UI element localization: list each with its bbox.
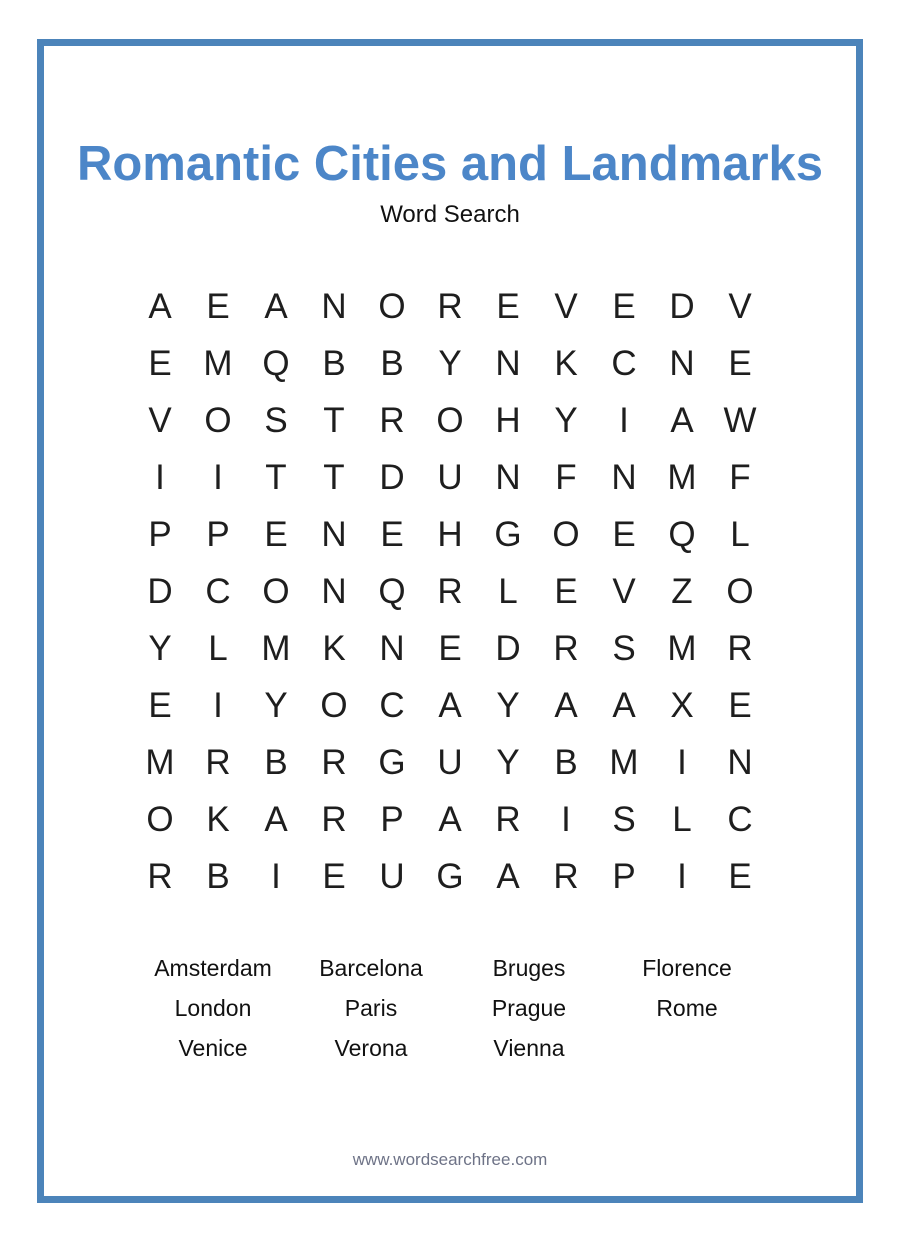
word-list xyxy=(134,948,766,1068)
grid-letter: Y xyxy=(554,401,578,440)
grid-letter: C xyxy=(379,686,405,725)
grid-letter: P xyxy=(206,515,230,554)
grid-letter: T xyxy=(265,458,287,497)
grid-letter: Y xyxy=(264,686,288,725)
grid-letter: O xyxy=(320,686,348,725)
letter-grid xyxy=(131,278,769,905)
grid-letter: M xyxy=(609,743,639,782)
grid-letter: R xyxy=(437,287,463,326)
page-title: Romantic Cities and Landmarks xyxy=(76,137,824,191)
grid-letter: K xyxy=(322,629,346,668)
grid-letter: A xyxy=(612,686,636,725)
grid-letter: A xyxy=(438,686,462,725)
grid-letter: O xyxy=(436,401,464,440)
grid-letter: V xyxy=(612,572,636,611)
grid-letter: I xyxy=(213,686,223,725)
grid-letter: Y xyxy=(438,344,462,383)
grid-letter: Y xyxy=(148,629,172,668)
word-list-item: Verona xyxy=(334,1034,408,1061)
grid-letter: N xyxy=(495,458,521,497)
grid-letter: A xyxy=(554,686,578,725)
grid-letter: E xyxy=(728,686,752,725)
grid-letter: D xyxy=(669,287,695,326)
grid-letter: W xyxy=(723,401,757,440)
grid-letter: U xyxy=(437,743,463,782)
grid-letter: R xyxy=(321,800,347,839)
grid-letter: K xyxy=(206,800,230,839)
grid-letter: P xyxy=(612,857,636,896)
grid-letter: Q xyxy=(378,572,406,611)
grid-letter: D xyxy=(495,629,521,668)
grid-letter: E xyxy=(148,344,172,383)
grid-letter: Y xyxy=(496,743,520,782)
grid-letter: B xyxy=(554,743,578,782)
grid-letter: G xyxy=(494,515,522,554)
grid-letter: N xyxy=(321,515,347,554)
grid-letter: I xyxy=(677,857,687,896)
grid-letter: P xyxy=(148,515,172,554)
word-list-item: Rome xyxy=(656,994,718,1021)
grid-letter: O xyxy=(552,515,580,554)
word-list-item: Prague xyxy=(491,994,567,1021)
grid-letter: G xyxy=(378,743,406,782)
grid-letter: C xyxy=(611,344,637,383)
grid-letter: N xyxy=(321,572,347,611)
grid-letter: A xyxy=(264,287,288,326)
grid-letter: Q xyxy=(668,515,696,554)
grid-letter: E xyxy=(380,515,404,554)
grid-letter: N xyxy=(669,344,695,383)
grid-letter: P xyxy=(380,800,404,839)
word-list-item: Bruges xyxy=(492,954,566,981)
grid-letter: I xyxy=(561,800,571,839)
word-list-item: Amsterdam xyxy=(154,954,272,981)
grid-letter: N xyxy=(727,743,753,782)
grid-letter: U xyxy=(437,458,463,497)
grid-letter: E xyxy=(554,572,578,611)
grid-letter: I xyxy=(677,743,687,782)
grid-letter: S xyxy=(612,629,636,668)
grid-letter: F xyxy=(729,458,751,497)
grid-letter: E xyxy=(728,857,752,896)
grid-letter: L xyxy=(498,572,518,611)
grid-letter: V xyxy=(554,287,578,326)
grid-letter: B xyxy=(322,344,346,383)
footer-url: www.wordsearchfree.com xyxy=(352,1150,548,1169)
grid-letter: B xyxy=(264,743,288,782)
grid-letter: R xyxy=(379,401,405,440)
grid-letter: Q xyxy=(262,344,290,383)
grid-letter: N xyxy=(379,629,405,668)
grid-letter: G xyxy=(436,857,464,896)
grid-letter: N xyxy=(321,287,347,326)
grid-letter: D xyxy=(147,572,173,611)
word-list-item: Paris xyxy=(344,994,398,1021)
grid-letter: O xyxy=(378,287,406,326)
grid-letter: N xyxy=(495,344,521,383)
grid-letter: C xyxy=(205,572,231,611)
grid-letter: V xyxy=(148,401,172,440)
grid-letter: S xyxy=(612,800,636,839)
grid-letter: D xyxy=(379,458,405,497)
word-list-item: Venice xyxy=(178,1034,248,1061)
grid-letter: Y xyxy=(496,686,520,725)
grid-letter: R xyxy=(727,629,753,668)
grid-letter: X xyxy=(670,686,694,725)
word-list-item: Barcelona xyxy=(319,954,423,981)
grid-letter: E xyxy=(438,629,462,668)
page-border-frame xyxy=(37,39,863,1203)
grid-letter: E xyxy=(728,344,752,383)
grid-letter: E xyxy=(496,287,520,326)
grid-letter: E xyxy=(612,515,636,554)
grid-letter: B xyxy=(206,857,230,896)
grid-letter: M xyxy=(667,629,697,668)
grid-letter: H xyxy=(437,515,463,554)
grid-letter: R xyxy=(495,800,521,839)
grid-letter: E xyxy=(322,857,346,896)
grid-letter: A xyxy=(148,287,172,326)
grid-letter: V xyxy=(728,287,752,326)
grid-letter: T xyxy=(323,458,345,497)
grid-letter: H xyxy=(495,401,521,440)
grid-letter: M xyxy=(203,344,233,383)
grid-letter: L xyxy=(208,629,228,668)
grid-letter: R xyxy=(437,572,463,611)
grid-letter: I xyxy=(213,458,223,497)
grid-letter: O xyxy=(726,572,754,611)
grid-letter: E xyxy=(612,287,636,326)
grid-letter: A xyxy=(670,401,694,440)
grid-letter: Z xyxy=(671,572,693,611)
grid-letter: K xyxy=(554,344,578,383)
grid-letter: L xyxy=(730,515,750,554)
grid-letter: R xyxy=(553,857,579,896)
page-subtitle: Word Search xyxy=(380,201,520,228)
grid-letter: O xyxy=(146,800,174,839)
grid-letter: A xyxy=(496,857,520,896)
word-list-item: London xyxy=(174,994,252,1021)
grid-letter: I xyxy=(619,401,629,440)
grid-letter: T xyxy=(323,401,345,440)
grid-letter: E xyxy=(148,686,172,725)
grid-letter: R xyxy=(147,857,173,896)
grid-letter: M xyxy=(261,629,291,668)
grid-letter: M xyxy=(145,743,175,782)
grid-letter: A xyxy=(438,800,462,839)
grid-letter: I xyxy=(271,857,281,896)
grid-letter: E xyxy=(206,287,230,326)
grid-letter: R xyxy=(205,743,231,782)
grid-letter: F xyxy=(555,458,577,497)
word-list-item: Vienna xyxy=(493,1034,565,1061)
grid-letter: O xyxy=(262,572,290,611)
grid-letter: I xyxy=(155,458,165,497)
grid-letter: B xyxy=(380,344,404,383)
grid-letter: O xyxy=(204,401,232,440)
word-list-item: Florence xyxy=(642,954,732,981)
grid-letter: M xyxy=(667,458,697,497)
grid-letter: R xyxy=(321,743,347,782)
grid-letter: A xyxy=(264,800,288,839)
grid-letter: S xyxy=(264,401,288,440)
grid-letter: U xyxy=(379,857,405,896)
grid-letter: N xyxy=(611,458,637,497)
grid-letter: C xyxy=(727,800,753,839)
grid-letter: E xyxy=(264,515,288,554)
grid-letter: L xyxy=(672,800,692,839)
grid-letter: R xyxy=(553,629,579,668)
